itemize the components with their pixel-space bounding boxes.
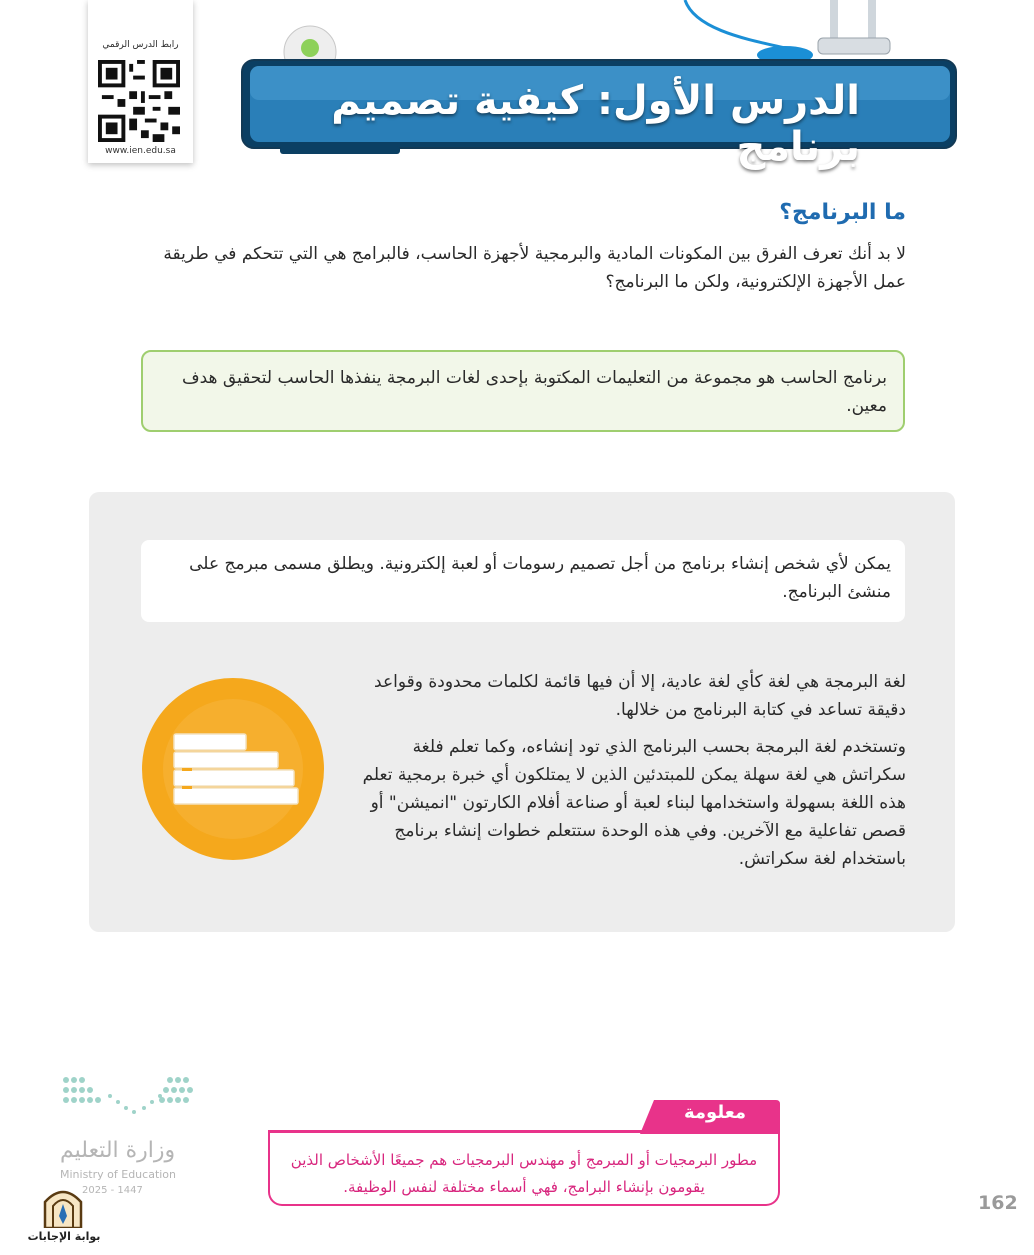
section-heading: ما البرنامج؟	[779, 200, 906, 225]
lesson-banner	[240, 0, 960, 170]
code-blocks-illustration	[140, 676, 326, 862]
qr-label: رابط الدرس الرقمي	[102, 40, 179, 50]
scratch-paragraph: وتستخدم لغة البرمجة بحسب البرنامج الذي تود إنشاءه، وكما تعلم فلغة سكراتش هي لغة سهلة يمكن للمبتدئين الذين لا يمتلكون أي خبرة برمجية تعلم هذه اللغة بسهولة واستخدامها لبناء لعبة أو صناعة أفلام الكارتون "انميشن" أو قصص تفاعلية مع الآخرين. وفي هذه الوحدة ستتعلم خطوات إنشاء برنامج باستخدام لغة سكراتش.	[362, 737, 906, 869]
intro-paragraph: لا بد أنك تعرف الفرق بين المكونات المادية والبرمجية لأجهزة الحاسب، فالبرامج هي التي تتحكم في طريقة عمل الأجهزة الإلكترونية، ولكن ما البرنامج؟	[163, 244, 906, 292]
programmer-note: يمكن لأي شخص إنشاء برنامج من أجل تصميم رسومات أو لعبة إلكترونية. ويطلق مسمى مبرمج على منشئ البرنامج.	[141, 540, 905, 622]
qr-url: www.ien.edu.sa	[105, 146, 176, 156]
answers-gate-label: بوابة الإجابات	[27, 1230, 101, 1243]
qr-card[interactable]	[88, 0, 193, 163]
ministry-name-arabic: وزارة التعليم	[60, 1138, 176, 1163]
info-tab-label: معلومة	[684, 1102, 746, 1123]
answers-gate-icon	[40, 1186, 86, 1228]
ministry-year: 2025 - 1447	[82, 1185, 143, 1196]
page-number: 162	[978, 1192, 1018, 1214]
info-box: مطور البرمجيات أو المبرمج أو مهندس البرمجيات هم جميعًا الأشخاص الذين يقومون بإنشاء البرامج، فهي أسماء مختلفة لنفس الوظيفة.	[268, 1130, 780, 1206]
definition-box: برنامج الحاسب هو مجموعة من التعليمات المكتوبة بإحدى لغات البرمجة ينفذها الحاسب لتحقيق هدف معين.	[141, 350, 905, 432]
qr-code-icon[interactable]	[98, 60, 180, 142]
lesson-title: الدرس الأول: كيفية تصميم برنامج	[331, 78, 860, 170]
ministry-dots-logo	[60, 1076, 200, 1116]
language-paragraph: لغة البرمجة هي لغة كأي لغة عادية، إلا أن فيها قائمة لكلمات محدودة وقواعد دقيقة تساعد في كتابة البرنامج من خلالها.	[374, 672, 906, 720]
ministry-name-english: Ministry of Education	[60, 1168, 177, 1181]
